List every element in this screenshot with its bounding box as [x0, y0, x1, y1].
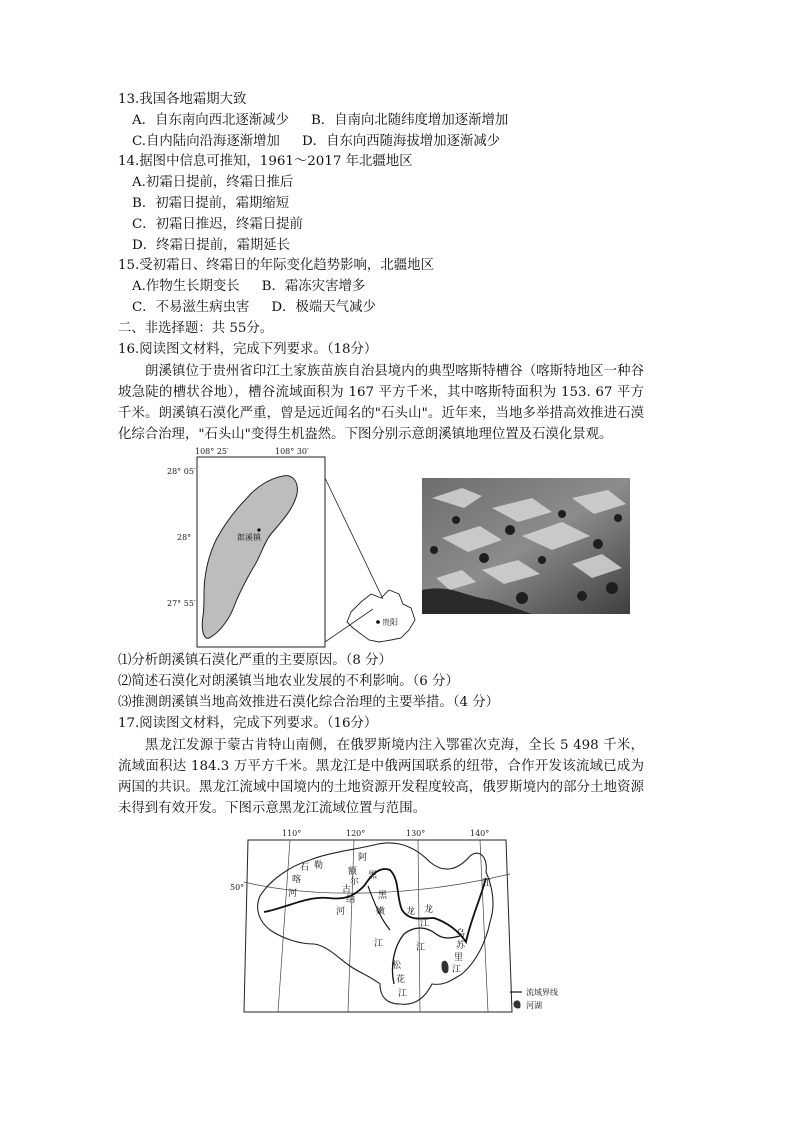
guiyang-label: 贵阳 [382, 618, 398, 627]
map17-label-1: 勒 [314, 861, 324, 871]
map17-label-11: 龙 [424, 905, 434, 915]
map17-label-15: 松 [392, 961, 402, 971]
q13-option-b: B．自南向北随纬度增加逐渐增加 [310, 113, 509, 128]
map17-label-8: 纳 [346, 895, 356, 905]
map17-label-5: 额 [348, 867, 358, 877]
map17-label-20: 乌 [456, 929, 466, 939]
q16-stem: 16.阅读图文材料，完成下列要求。（18分） [118, 342, 378, 357]
q14-option-c: C．初霜日推迟，终霜日提前 [132, 217, 303, 232]
q13-options-row2 [132, 132, 500, 152]
q13-option-a: A．自东南向西北逐渐减少 [132, 113, 289, 128]
map-lat-label-3: 27° 55′ [167, 599, 196, 608]
q13-options-row1 [132, 111, 508, 131]
q17-material: 黑龙江发源于蒙古肯特山南侧，在俄罗斯境内注入鄂霍次克海，全长 5 498 千米，流域面积达 184.3 万平方千米。黑龙江是中俄两国联系的纽带，合作开发该流域已成为两国的共识。黑龙江流域中国境内的土地资源开发程度较高，俄罗斯境内的部分土地资源未得到有效开发。下图示意黑龙江流域位置与范围。 [118, 738, 644, 816]
q14-option-a: A.初霜日提前，终霜日推后 [132, 175, 294, 190]
map17-label-23: 江 [452, 965, 462, 975]
guizhou-outline [347, 590, 415, 642]
q15-option-c: C．不易滋生病虫害 [132, 300, 250, 315]
map17-lat-50: 50° [230, 883, 245, 892]
q16-material: 朗溪镇位于贵州省印江土家族苗族自治县境内的典型喀斯特槽谷（喀斯特地区一种谷坡急陡的槽状谷地），槽谷流域面积为 167 平方千米，其中喀斯特面积为 153. 67 平方千米。朗溪镇石漠化严重，曾是远近闻名的"石头山"。近年来，当地多举措高效推进石漠化综合治理，"石头山"变得生机盎然。下图分别示意朗溪镇地理位置及石漠化景观。 [118, 364, 644, 442]
q15-option-a: A.作物生长期变长 [132, 279, 240, 294]
langxi-location-map [165, 444, 425, 656]
map17-label-10: 黑 [368, 871, 378, 881]
legend-boundary-label: 流域界线 [526, 988, 558, 997]
map17-label-3: 河 [288, 889, 298, 899]
map17-label-16: 花 [396, 975, 406, 985]
q15-stem: 15.受初霜日、终霜日的年际变化趋势影响，北疆地区 [118, 258, 434, 273]
q13-option-c: C.自内陆向沿海逐渐增加 [132, 134, 280, 149]
map17-label-18: 龙 [406, 907, 416, 917]
map17-label-19: 江 [416, 943, 426, 953]
map-lon-label-1: 108° 25′ [195, 447, 229, 456]
q16-sub2: ⑵简述石漠化对朗溪镇当地农业发展的不利影响。（6 分） [118, 674, 459, 689]
map17-label-7: 古 [342, 885, 352, 895]
map-lat-label-2: 28° [177, 533, 192, 542]
q15-options-row2 [132, 298, 376, 318]
q16-sub3: ⑶推测朗溪镇当地高效推进石漠化综合治理的主要举措。（4 分） [118, 695, 500, 710]
q14-stem: 14.据图中信息可推知，1961～2017 年北疆地区 [118, 154, 413, 169]
q17-stem: 17.阅读图文材料，完成下列要求。（16分） [118, 716, 378, 731]
map17-label-21: 苏 [456, 941, 466, 951]
map17-label-25: 黑 [378, 891, 388, 901]
q13-stem: 13.我国各地霜期大致 [118, 92, 247, 107]
guiyang-dot [376, 620, 380, 624]
map17-lon-120: 120° [346, 829, 366, 838]
map17-lon-140: 140° [470, 829, 490, 838]
section-heading: 二、非选择题：共 55分。 [118, 321, 274, 336]
q15-option-d: D．极端天气减少 [271, 300, 376, 315]
map-lon-label-2: 108° 30′ [275, 447, 309, 456]
map-lat-label-1: 28° 05′ [167, 467, 196, 476]
langxi-town-label: 郎溪镇 [237, 533, 261, 542]
map17-label-12: 江 [420, 919, 430, 929]
lake-khanka [441, 961, 448, 974]
q15-options-row1 [132, 277, 365, 297]
q14-option-d: D．终霜日提前，霜期延长 [132, 238, 291, 253]
map17-label-4: 阿 [358, 853, 368, 863]
legend-lake-label: 河湖 [526, 1001, 542, 1010]
map17-lon-110: 110° [282, 829, 302, 838]
map17-label-13: 嫩 [376, 907, 386, 917]
q14-option-b: B．初霜日提前，霜期缩短 [132, 196, 290, 211]
basin-boundary [258, 843, 493, 1004]
map17-label-6: 尔 [350, 877, 360, 887]
map17-lon-130: 130° [406, 829, 426, 838]
map17-label-2: 喀 [292, 875, 302, 885]
rocky-desertification-photo [422, 478, 630, 614]
langxi-valley-region [202, 476, 297, 639]
map17-label-0: 石 [300, 863, 310, 873]
map17-label-17: 江 [398, 989, 408, 999]
q16-sub1: ⑴分析朗溪镇石漠化严重的主要原因。（8 分） [118, 653, 392, 668]
map17-label-22: 里 [454, 953, 464, 963]
map17-label-24: 江 [482, 879, 492, 889]
q13-option-d: D．自东向西随海拔增加逐渐减少 [301, 134, 501, 149]
q15-option-b: B．霜冻灾害增多 [261, 279, 366, 294]
heilongjiang-basin-map [230, 826, 570, 1016]
map17-label-9: 河 [336, 907, 346, 917]
map17-label-14: 江 [374, 939, 384, 949]
langxi-town-dot [257, 528, 260, 531]
